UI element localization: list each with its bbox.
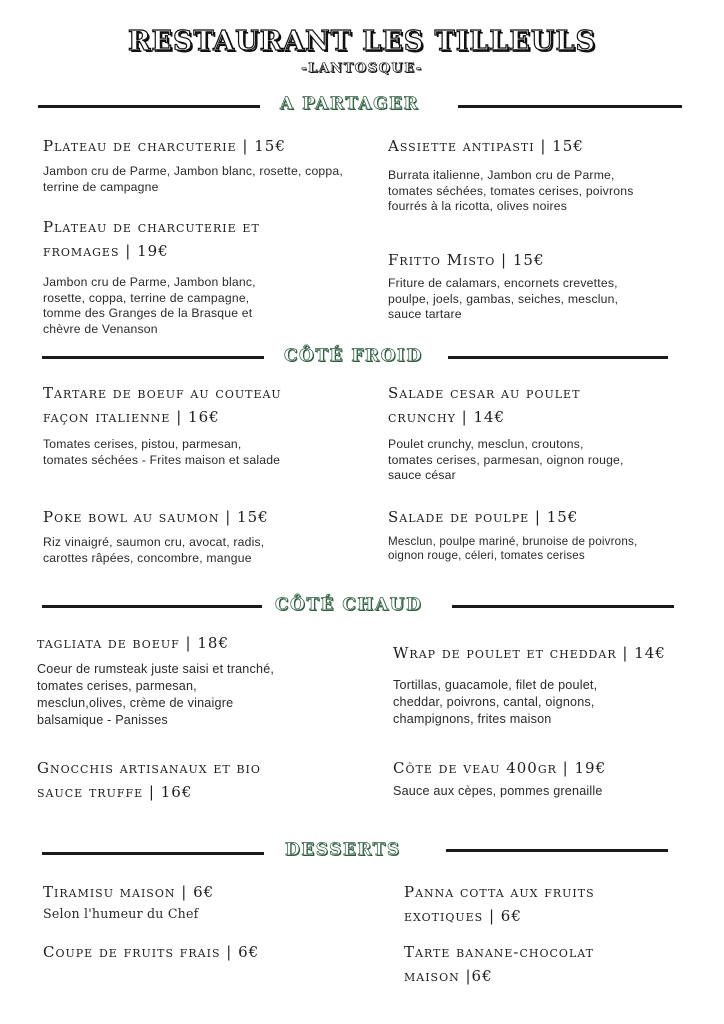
menu-item-name: Salade cesar au poulet crunchy | 14€ [388,384,581,426]
menu-item-description: Tomates cerises, pistou, parmesan, tomates séchées - Frites maison et salade [43,437,281,467]
section-divider-right [452,605,674,608]
section-divider-right [446,849,668,852]
menu-item-name: Salade de poulpe | 15€ [388,508,579,526]
menu-item-name: Plateau de charcuterie | 15€ [43,137,286,155]
section-divider-left [42,356,264,359]
menu-item-name: Panna cotta aux fruits exotiques | 6€ [404,883,595,925]
section-divider-left [42,852,264,855]
section-divider-right [448,356,668,359]
menu-item-name: Coupe de fruits frais | 6€ [43,943,260,961]
menu-item [43,381,323,468]
menu-item-name: Assiette antipasti | 15€ [388,137,584,155]
section-divider-left [42,605,262,608]
menu-item-description: Burrata italienne, Jambon cru de Parme, tomates séchées, tomates cerises, poivrons fourrés à la ricotta, olives noires [388,168,634,213]
menu-item [388,248,623,323]
menu-item-name: Gnocchis artisanaux et bio sauce truffe | 16€ [37,759,261,801]
menu-item [393,641,693,728]
menu-item-description: Friture de calamars, encornets crevettes, poulpe, joels, gambas, seiches, mesclun, sauce tartare [388,276,619,321]
menu-item-description: Jambon cru de Parme, Jambon blanc, rosette, coppa, terrine de campagne, tomme des Granges de la Brasque et chèvre de Venanson [43,275,256,336]
menu-item [388,505,638,563]
menu-item [43,940,303,964]
menu-item-description: Jambon cru de Parme, Jambon blanc, rosette, coppa, terrine de campagne [43,164,343,194]
menu-item-name: Côte de veau 400gr | 19€ [393,759,607,777]
section-title-cote-froid: CÔTÉ FROID [284,346,423,366]
menu-item [393,756,673,800]
menu-item-name: Tartare de boeuf au couteau façon italienne | 16€ [43,384,282,426]
menu-item [37,631,297,729]
menu-item-description: Mesclun, poulpe mariné, brunoise de poivrons, oignon rouge, céleri, tomates cerises [388,535,638,562]
menu-item [43,880,303,922]
menu-item-description: Tortillas, guacamole, filet de poulet, cheddar, poivrons, cantal, oignons, champignons, frites maison [393,678,598,726]
menu-item-description: Riz vinaigré, saumon cru, avocat, radis, carottes râpées, concombre, mangue [43,535,265,565]
menu-item-name: Wrap de poulet et cheddar | 14€ [393,644,666,662]
section-divider-left [38,105,260,108]
menu-item-name: Poke bowl au saumon | 15€ [43,508,269,526]
menu-item-description: Sauce aux cèpes, pommes grenaille [393,784,603,798]
menu-item-name: Plateau de charcuterie et fromages | 19€ [43,218,260,260]
menu-item [37,756,297,804]
menu-item [404,880,644,928]
menu-item-name: Tiramisu maison | 6€ [43,883,215,901]
section-divider-right [458,105,682,108]
restaurant-subtitle: -LANTOSQUE- [301,61,423,76]
menu-item [388,381,638,484]
menu-item-description: Poulet crunchy, mesclun, croutons, tomates cerises, parmesan, oignon rouge, sauce césar [388,437,624,482]
menu-item-description: Selon l'humeur du Chef [43,906,199,921]
menu-item-name: Fritto Misto | 15€ [388,251,545,269]
menu-item-name: Tarte banane-chocolat maison |6€ [404,943,594,985]
section-title-cote-chaud: CÔTÉ CHAUD [275,595,423,615]
menu-item [388,134,638,215]
menu-item-name: tagliata de boeuf | 18€ [37,634,229,652]
menu-item [43,215,288,337]
section-title-a-partager: A PARTAGER [280,94,420,114]
restaurant-title: RESTAURANT LES TILLEULS [128,26,596,57]
menu-item [43,505,288,566]
section-title-desserts: DESSERTS [285,840,401,860]
menu-item [404,940,644,988]
menu-item [43,134,343,195]
menu-item-description: Coeur de rumsteak juste saisi et tranché, tomates cerises, parmesan, mesclun,olives, crème de vinaigre balsamique - Panisses [37,662,275,727]
